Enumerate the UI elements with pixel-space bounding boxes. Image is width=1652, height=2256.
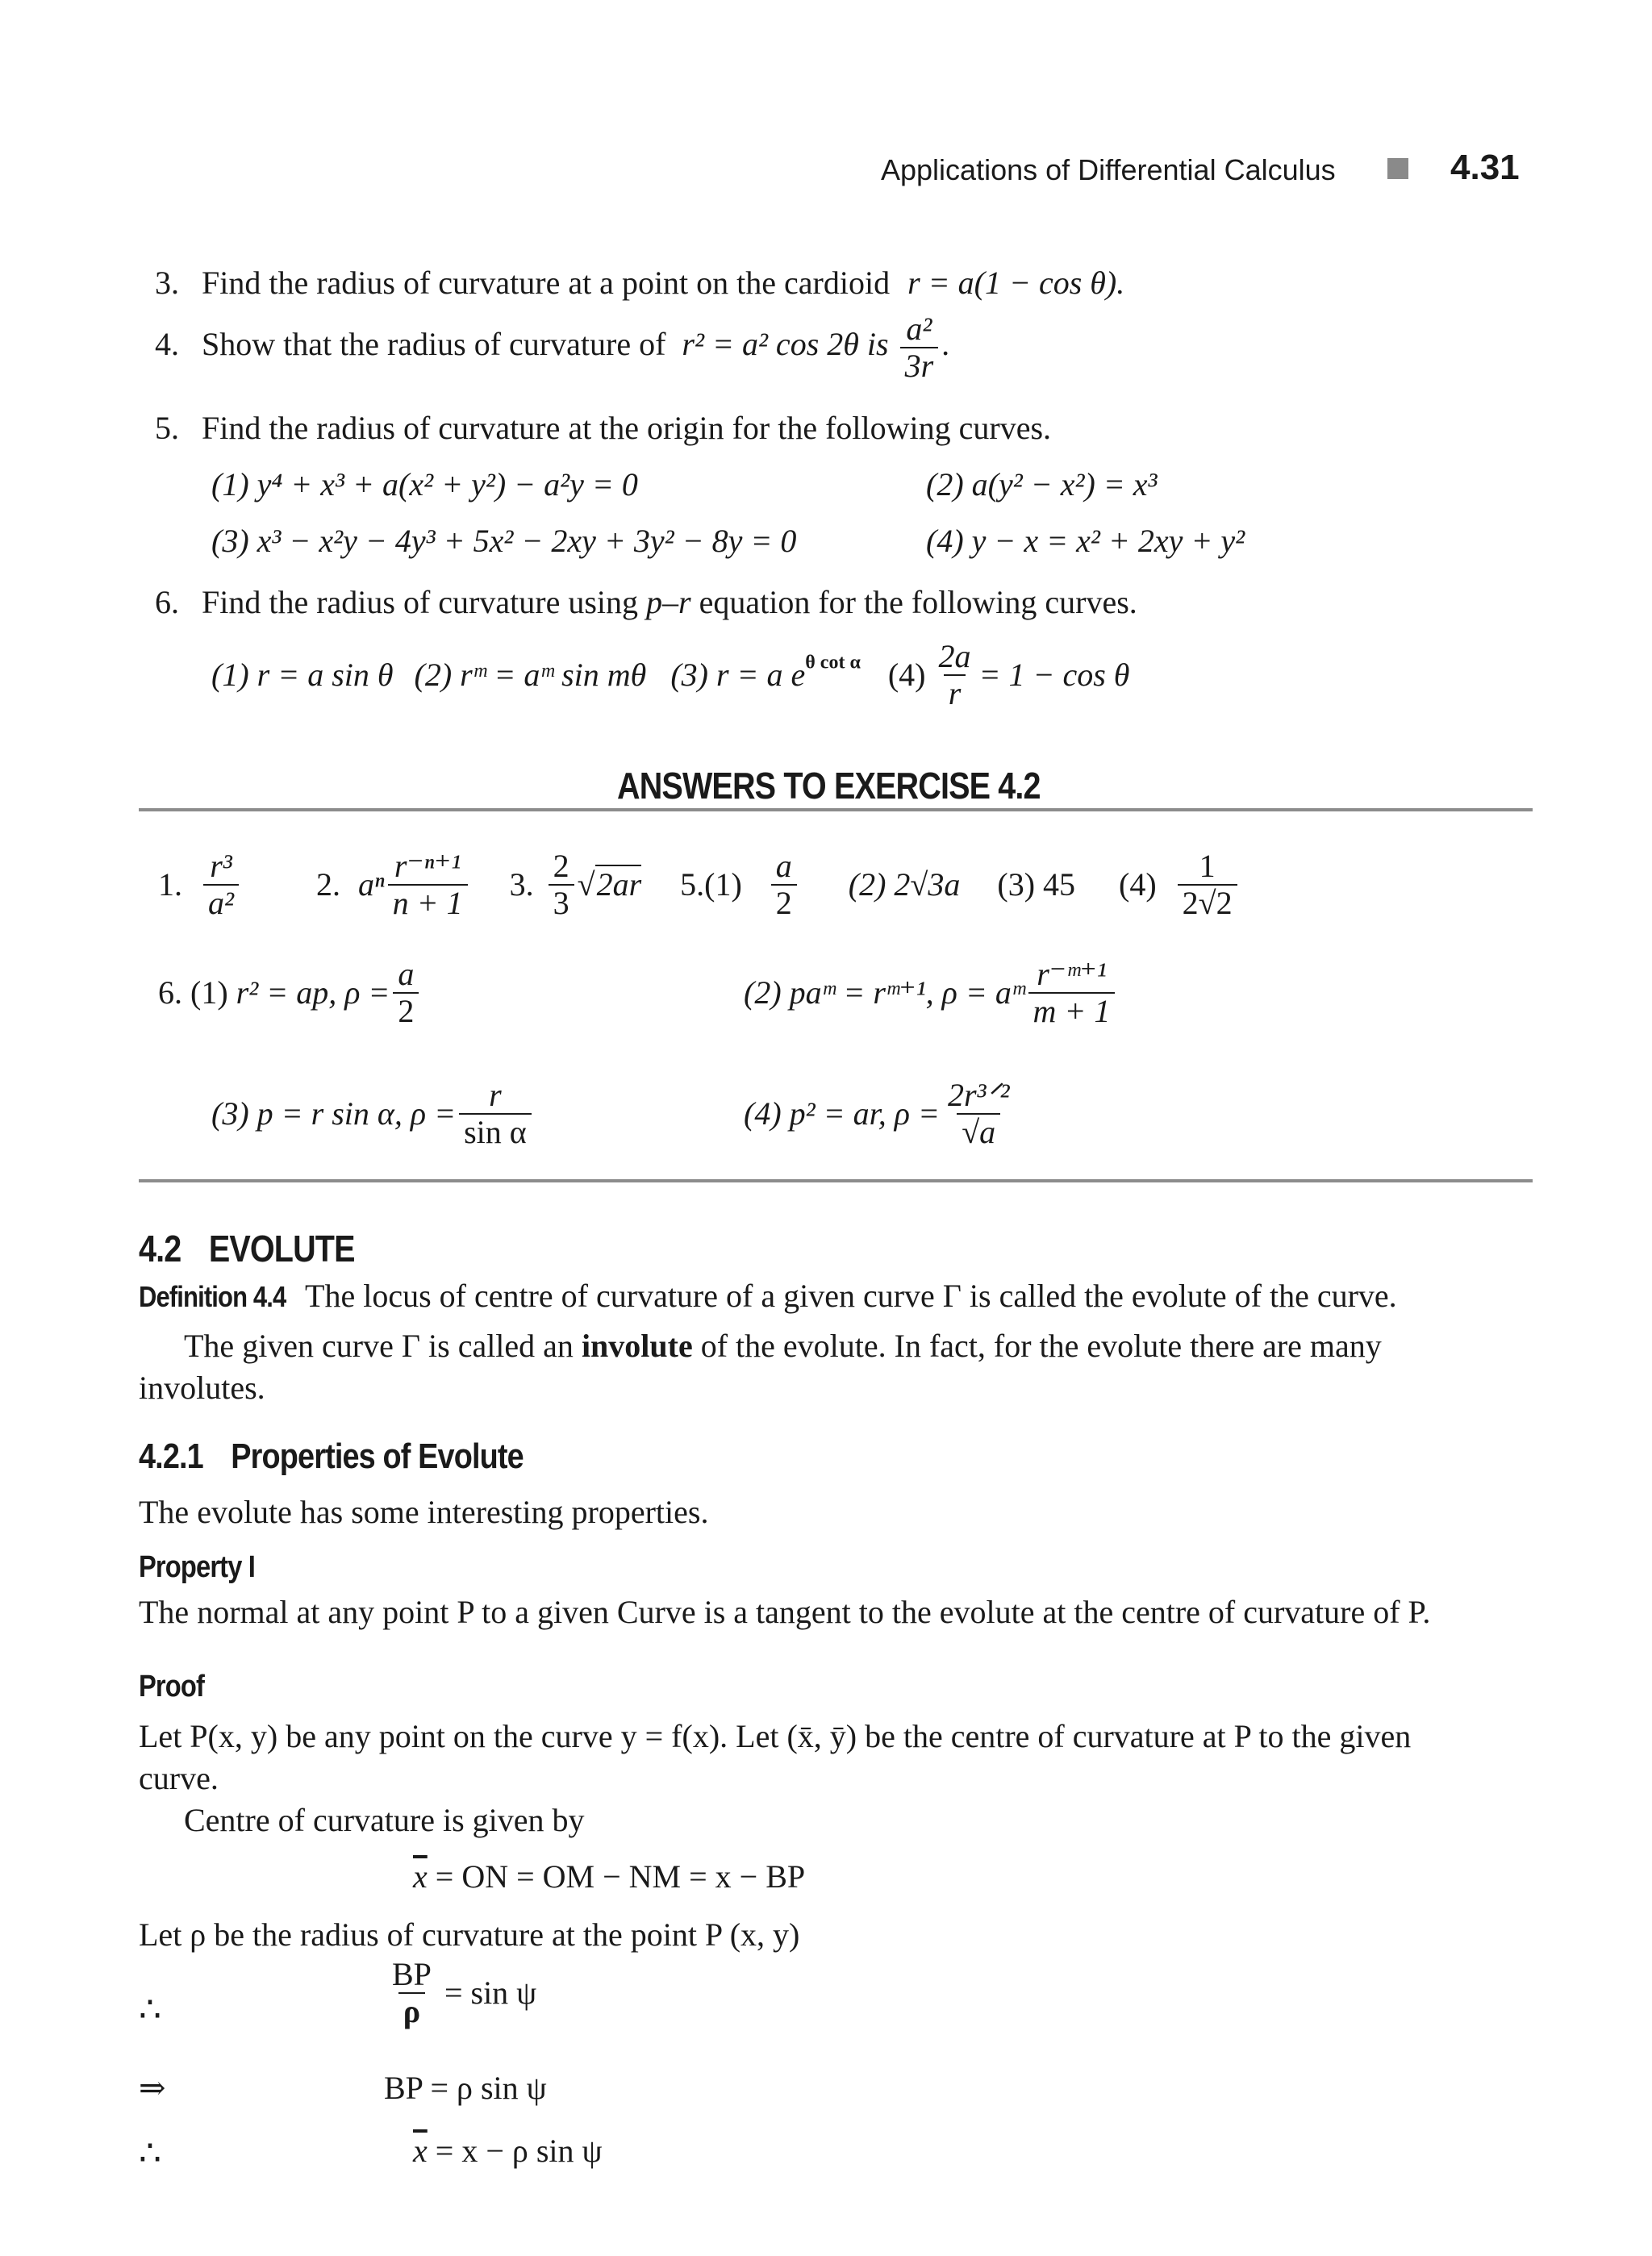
curve-1: (1) y⁴ + x³ + a(x² + y²) − a²y = 0 <box>211 466 638 502</box>
fraction-numerator: 2a <box>938 638 971 674</box>
fraction-denominator: r <box>944 674 966 711</box>
therefore-symbol-2: ∴ <box>139 2133 161 2173</box>
answer-6-1 <box>158 957 422 1029</box>
fraction-denominator: 2√2 <box>1178 884 1237 921</box>
curve-3-exponent: θ cot α <box>805 652 861 673</box>
answer-row-1: 1. $\frac{\text{r³}}{\text{a²}}$ 2. aⁿ $\frac{\text{r⁻ⁿ⁺¹}}{n + 1}$ 3. $\frac{2}{3}$ √2ar 5.(1) $\frac{a}{2}$ (2) 2√3a (3) 45 (4) $\frac{1}{2√2}$ <box>158 849 1241 921</box>
proof-line-1: Let P(x, y) be any point on the curve y = f(x). Let (x̄, ȳ) be the centre of curvature at P to the given <box>139 1718 1412 1754</box>
exercise-6 <box>155 582 1137 623</box>
answer-6-label: 6. (1) <box>158 974 228 1011</box>
exercise-text-pre: Find the radius of curvature using <box>202 584 646 620</box>
answer-5-part-4-label: (4) <box>1119 866 1157 903</box>
bp-rho-fraction <box>387 1957 436 2029</box>
curve-4-label: (4) <box>887 657 926 693</box>
fraction-denominator: ρ <box>398 1992 425 2029</box>
fraction-numerator: 2 <box>553 848 569 884</box>
property-heading: Property I <box>139 1550 255 1584</box>
answer-5-part-4-fraction <box>1178 849 1237 921</box>
exercise-formula: r² = a² cos 2θ is <box>682 326 889 363</box>
fraction-numerator: r <box>489 1077 502 1113</box>
exercise-text-post: equation for the following curves. <box>690 584 1137 620</box>
fraction-denominator: sin α <box>459 1113 532 1150</box>
answer-3-label: 3. <box>509 866 534 903</box>
fraction-numerator: BP <box>392 1956 432 1992</box>
exercise-5 <box>155 408 1051 448</box>
section-heading <box>139 1226 355 1273</box>
answer-2-prefix: aⁿ <box>358 866 385 903</box>
fraction <box>933 639 975 711</box>
subsection-intro: The evolute has some interesting properties. <box>139 1494 709 1530</box>
subsection-heading <box>139 1434 524 1478</box>
proof-line-3: Centre of curvature is given by <box>184 1802 585 1838</box>
fraction <box>900 311 939 384</box>
fraction-denominator: √a <box>957 1113 1000 1150</box>
section-number: 4.2 <box>139 1228 181 1270</box>
curve-2: (2) a(y² − x²) = x³ <box>926 466 1158 502</box>
exercise-text: Find the radius of curvature at a point on the cardioid <box>202 265 891 301</box>
fraction-denominator: 2 <box>771 884 797 921</box>
involute-term: involute <box>581 1328 693 1364</box>
exercise-text: Show that the radius of curvature of <box>202 326 666 363</box>
definition <box>139 1276 1397 1316</box>
equation-bp: BP = ρ sin ψ <box>384 2070 547 2106</box>
equation-x-bar-final: $\overline{x} = x - \rho$ sin ψ <box>413 2133 603 2169</box>
fraction-denominator: a² <box>203 884 239 921</box>
answer-6-1-fraction <box>393 957 419 1029</box>
curve-4-rest: = 1 − cos θ <box>978 657 1130 693</box>
exercise-number: 6. <box>155 584 179 620</box>
answers-bottom-rule <box>139 1179 1533 1182</box>
answers-heading: ANSWERS TO EXERCISE 4.2 <box>617 765 1041 807</box>
answer-3-radicand: 2ar <box>596 866 642 903</box>
answer-5-part-2: (2) 2√3a <box>848 866 961 903</box>
answer-2-fraction <box>388 849 468 921</box>
curve-1: (1) r = a sin θ <box>211 657 394 693</box>
answer-1-label: 1. <box>158 866 182 903</box>
fraction-numerator: a <box>775 848 792 884</box>
curve-3: (3) r = a e <box>670 657 806 693</box>
equation-bp-over-rho: $\frac{BP}{\rho}$ = sin ψ <box>384 1957 536 2029</box>
involute-paragraph-line-1: The given curve Γ is called an involute of the evolute. In fact, for the evolute there are many <box>184 1328 1382 1364</box>
answer-6-4-fraction <box>943 1078 1014 1150</box>
definition-label: Definition 4.4 <box>139 1280 286 1313</box>
property-text: The normal at any point P to a given Curve is a tangent to the evolute at the centre of curvature of P. <box>139 1594 1431 1630</box>
answers-top-rule <box>139 808 1533 811</box>
answer-6-4-text: (4) p² = ar, ρ = <box>744 1095 940 1132</box>
answer-3-fraction <box>549 849 574 921</box>
answer-6-4 <box>744 1078 1017 1150</box>
answer-6-1-text: r² = ap, ρ = <box>236 974 390 1011</box>
fraction-denominator: 2 <box>393 992 419 1029</box>
answer-6-3 <box>211 1078 535 1150</box>
header-square-icon <box>1387 158 1408 179</box>
answer-1-fraction <box>203 849 239 921</box>
therefore-symbol: ∴ <box>139 1990 161 2029</box>
fraction-numerator: 2r³ᐟ² <box>947 1077 1010 1113</box>
fraction-numerator: r⁻ⁿ⁺¹ <box>394 848 461 884</box>
answer-5-label: 5.(1) <box>680 866 742 903</box>
curve-3: (3) x³ − x²y − 4y³ + 5x² − 2xy + 3y² − 8y = 0 <box>211 523 797 559</box>
exercise-number: 3. <box>155 265 179 301</box>
answer-6-3-text: (3) p = r sin α, ρ = <box>211 1095 457 1132</box>
exercise-6-curves <box>211 639 1129 711</box>
exercise-text: Find the radius of curvature at the origin for the following curves. <box>202 410 1052 446</box>
answer-5-fraction <box>771 849 797 921</box>
fraction-numerator: r⁻ᵐ⁺¹ <box>1037 956 1107 992</box>
proof-line-2: curve. <box>139 1760 219 1796</box>
answer-6-2-text: (2) paᵐ = rᵐ⁺¹, ρ = aᵐ <box>744 974 1025 1011</box>
exercise-3 <box>155 263 1124 303</box>
exercise-number: 4. <box>155 326 179 363</box>
exercise-formula: r = a(1 − cos θ). <box>907 265 1125 301</box>
answer-5-part-3: (3) 45 <box>997 866 1076 903</box>
x-bar-symbol: $\overline{x}$ <box>413 1858 428 1895</box>
proof-heading: Proof <box>139 1670 205 1703</box>
exercise-4: 4. Show that the radius of curvature of r² = a² cos 2θ is $\frac{\text{a²}}{3r}$ . <box>155 311 950 384</box>
fraction-denominator: 3 <box>549 884 574 921</box>
section-title: EVOLUTE <box>208 1228 355 1270</box>
fraction-denominator: n + 1 <box>388 884 468 921</box>
x-bar-symbol: $\overline{x}$ <box>413 2133 428 2169</box>
subsection-title: Properties of Evolute <box>231 1437 524 1476</box>
definition-text: The locus of centre of curvature of a given curve Γ is called the evolute of the curve. <box>305 1278 1397 1314</box>
fraction-denominator: 3r <box>900 347 939 384</box>
subsection-number: 4.2.1 <box>139 1437 203 1476</box>
fraction-numerator: r³ <box>210 848 232 884</box>
equation-x-bar: $\overline{x}$ = ON = OM − NM = x − BP <box>413 1858 806 1895</box>
curve-4: (4) y − x = x² + 2xy + y² <box>926 523 1245 559</box>
exercise-number: 5. <box>155 410 179 446</box>
curve-2: (2) rᵐ = aᵐ sin mθ <box>414 657 647 693</box>
answer-6-3-fraction <box>459 1078 532 1150</box>
exercise-text-pr: p–r <box>646 584 691 620</box>
involute-paragraph-line-2: involutes. <box>139 1370 265 1406</box>
implies-symbol: ⇒ <box>139 2070 166 2106</box>
running-header-title: Applications of Differential Calculus <box>881 153 1336 186</box>
fraction-denominator: m + 1 <box>1028 992 1116 1029</box>
answer-2-label: 2. <box>316 866 340 903</box>
fraction-numerator: 1 <box>1199 848 1216 884</box>
answer-6-2 <box>744 957 1118 1029</box>
fraction-numerator: a <box>398 956 415 992</box>
rho-definition: Let ρ be the radius of curvature at the point P (x, y) <box>139 1916 800 1953</box>
answer-6-2-fraction <box>1028 957 1116 1029</box>
page-number: 4.31 <box>1450 148 1520 187</box>
fraction-numerator: a² <box>906 311 932 347</box>
